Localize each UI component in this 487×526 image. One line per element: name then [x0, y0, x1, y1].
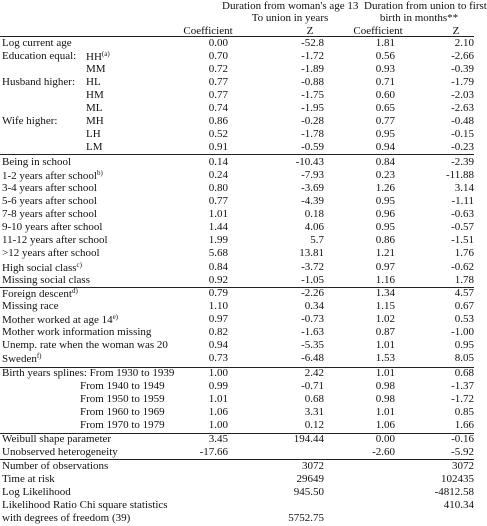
row-label [2, 170, 103, 182]
z-birth-cell: 1.66 [454, 419, 474, 431]
row-label [80, 420, 165, 431]
z-birth-cell: -4812.58 [434, 486, 474, 498]
z-birth-cell: -2.66 [451, 50, 474, 62]
row-sublabel-text: LM [86, 141, 103, 153]
row-sublabel-text: ML [86, 102, 103, 114]
coefficient-union-cell: 0.70 [208, 50, 228, 62]
row-sublabel [86, 51, 110, 63]
row-sublabel [86, 142, 103, 153]
row-label-text: 5-6 years after school [2, 195, 97, 207]
table-row [0, 474, 474, 487]
z-union-cell: 2.42 [304, 367, 324, 379]
coefficient-union-cell: 0.00 [208, 37, 228, 49]
row-sublabel [86, 64, 106, 75]
row-label-text: Unemp. rate when the woman was 20 [2, 339, 168, 351]
z-union-cell: -1.95 [301, 102, 324, 114]
table-row [0, 420, 474, 433]
coefficient-birth-cell: 0.95 [375, 128, 395, 140]
row-label-text: 9-10 years after school [2, 221, 103, 233]
row-label [2, 447, 118, 458]
row-label [2, 157, 71, 168]
row-label [2, 288, 78, 300]
coefficient-birth-cell: 0.00 [375, 433, 395, 445]
z-union-cell: 5.7 [310, 234, 324, 246]
coefficient-birth-cell: 0.71 [375, 76, 395, 88]
row-label [2, 314, 118, 326]
z-union-cell: 0.18 [304, 208, 324, 220]
coefficient-birth-cell: 0.95 [375, 195, 395, 207]
z-birth-cell: 0.68 [454, 367, 474, 379]
z-union-cell: -2.26 [301, 287, 324, 299]
z-union-cell: -1.75 [301, 89, 324, 101]
row-label-text: Sweden [2, 353, 37, 365]
z-birth-cell: -0.15 [451, 128, 474, 140]
coefficient-birth-cell: 1.01 [375, 406, 395, 418]
z-birth-cell: 0.53 [454, 313, 474, 325]
z-birth-cell: -1.11 [451, 195, 474, 207]
coefficient-birth-cell: 1.01 [375, 367, 395, 379]
row-label [2, 434, 111, 445]
coefficient-union-cell: 1.06 [208, 406, 228, 418]
col-coefficient-2: Coefficient [353, 25, 403, 37]
coefficient-union-cell: 0.73 [208, 352, 228, 364]
row-label [2, 262, 82, 274]
coefficient-union-cell: 1.01 [208, 393, 228, 405]
table-row [0, 116, 474, 129]
z-birth-cell: -1.37 [451, 380, 474, 392]
coefficient-birth-cell: 0.95 [375, 221, 395, 233]
row-sublabel-text: MM [86, 63, 106, 75]
coefficient-union-cell: 3.45 [208, 433, 228, 445]
row-label [2, 222, 103, 233]
row-label-text: Missing race [2, 300, 59, 312]
coefficient-birth-cell: 1.81 [375, 37, 395, 49]
z-birth-cell: -1.72 [451, 393, 474, 405]
coefficient-union-cell: 1.44 [208, 221, 228, 233]
row-label-text: Number of observations [2, 460, 109, 472]
row-sublabel-text: HH [86, 51, 102, 63]
z-union-cell: 0.68 [304, 393, 324, 405]
coefficient-birth-cell: 0.84 [375, 156, 395, 168]
coefficient-union-cell: 0.24 [208, 169, 228, 181]
row-label-text: Being in school [2, 156, 72, 168]
row-label-text: From 1950 to 1959 [80, 393, 165, 405]
row-sublabel [86, 116, 104, 127]
row-label [2, 340, 168, 351]
row-label [2, 116, 57, 127]
row-label-text: Wife higher: [2, 115, 58, 127]
z-union-cell: -4.39 [301, 195, 324, 207]
coefficient-birth-cell: 0.56 [375, 50, 395, 62]
row-label-text: 3-4 years after school [2, 182, 97, 194]
z-union-cell: -6.48 [301, 352, 324, 364]
z-union-cell: 13.81 [299, 247, 324, 259]
row-sublabel [86, 77, 101, 88]
table-row [0, 51, 474, 64]
table-row [0, 103, 474, 116]
z-union-cell: 3072 [302, 460, 324, 472]
table-row [0, 90, 474, 103]
group1-heading-line1: Duration from woman's age 13 [222, 0, 359, 12]
footnote-marker: d) [71, 287, 78, 295]
coefficient-birth-cell: -2.60 [372, 446, 395, 458]
coefficient-union-cell: 0.97 [208, 313, 228, 325]
row-label-text: High social class [2, 262, 77, 274]
row-label [2, 513, 130, 524]
row-label-text: Mother worked at age 14 [2, 314, 113, 326]
z-union-cell: -10.43 [295, 156, 324, 168]
coefficient-birth-cell: 1.53 [375, 352, 395, 364]
row-label [2, 327, 151, 338]
z-union-cell: 0.34 [304, 300, 324, 312]
z-birth-cell: -11.88 [445, 169, 474, 181]
footnote-marker: f) [36, 352, 42, 360]
z-union-cell: -3.69 [301, 182, 324, 194]
z-birth-cell: 0.85 [454, 406, 474, 418]
row-label [2, 51, 76, 62]
coefficient-birth-cell: 0.98 [375, 393, 395, 405]
table-row [0, 142, 474, 155]
z-union-cell: -0.88 [301, 76, 324, 88]
z-union-cell: -1.63 [301, 326, 324, 338]
coefficient-birth-cell: 1.06 [375, 419, 395, 431]
coefficient-union-cell: 1.99 [208, 234, 228, 246]
row-label [80, 407, 165, 418]
z-birth-cell: 0.95 [454, 339, 474, 351]
coefficient-union-cell: -17.66 [199, 446, 228, 458]
row-label [2, 500, 168, 511]
coefficient-birth-cell: 0.98 [375, 380, 395, 392]
coefficient-birth-cell: 0.94 [375, 141, 395, 153]
row-label-text: Birth years splines: From 1930 to 1939 [2, 367, 175, 379]
row-label [80, 381, 165, 392]
coefficient-birth-cell: 1.16 [375, 274, 395, 286]
z-birth-cell: -0.23 [451, 141, 474, 153]
z-birth-cell: 2.10 [454, 37, 474, 49]
z-birth-cell: -2.39 [451, 156, 474, 168]
row-label-text: Time at risk [2, 473, 55, 485]
coefficient-union-cell: 1.00 [208, 419, 228, 431]
coefficient-union-cell: 0.77 [208, 76, 228, 88]
row-label [2, 461, 108, 472]
coefficient-birth-cell: 1.34 [375, 287, 395, 299]
table-row [0, 447, 474, 460]
coefficient-union-cell: 5.68 [208, 247, 228, 259]
z-union-cell: -0.71 [301, 380, 324, 392]
z-union-cell: -5.35 [301, 339, 324, 351]
z-birth-cell: -0.39 [451, 63, 474, 75]
z-birth-cell: -0.48 [451, 115, 474, 127]
coefficient-union-cell: 0.77 [208, 89, 228, 101]
coefficient-union-cell: 0.14 [208, 156, 228, 168]
table-row [0, 353, 474, 366]
table-row [0, 381, 474, 394]
coefficient-union-cell: 0.82 [208, 326, 228, 338]
row-sublabel-text: HM [86, 89, 104, 101]
row-sublabel [86, 90, 104, 101]
footnote-marker: (a) [101, 50, 110, 58]
table-row [0, 340, 474, 353]
coefficient-union-cell: 1.01 [208, 208, 228, 220]
coefficient-union-cell: 0.91 [208, 141, 228, 153]
coefficient-union-cell: 0.86 [208, 115, 228, 127]
row-label [2, 209, 97, 220]
coefficient-birth-cell: 0.96 [375, 208, 395, 220]
z-union-cell: 5752.75 [288, 512, 324, 524]
z-union-cell: -1.78 [301, 128, 324, 140]
row-label [2, 235, 108, 246]
z-birth-cell: 410.34 [443, 499, 474, 511]
z-birth-cell: -1.00 [451, 326, 474, 338]
row-sublabel [86, 103, 103, 114]
row-label [2, 196, 97, 207]
row-label-text: Husband higher: [2, 76, 76, 88]
coefficient-birth-cell: 0.77 [375, 115, 395, 127]
coefficient-birth-cell: 1.15 [375, 300, 395, 312]
row-label-text: Mother work information missing [2, 326, 152, 338]
z-union-cell: 3.31 [304, 406, 324, 418]
row-label [2, 487, 71, 498]
footnote-marker: e) [112, 313, 119, 321]
col-z-1: Z [306, 25, 314, 37]
coefficient-union-cell: 0.99 [208, 380, 228, 392]
z-birth-cell: 1.76 [454, 247, 474, 259]
table-row [0, 77, 474, 90]
z-birth-cell: 8.05 [454, 352, 474, 364]
row-label [2, 248, 100, 259]
col-z-2: Z [452, 25, 460, 37]
z-birth-cell: 102435 [441, 473, 474, 485]
table-row [0, 288, 474, 301]
row-label-text: From 1940 to 1949 [80, 380, 165, 392]
coefficient-birth-cell: 1.02 [375, 313, 395, 325]
row-label [2, 38, 72, 49]
z-birth-cell: -0.63 [451, 208, 474, 220]
table-row [0, 248, 474, 261]
row-label-text: >12 years after school [2, 247, 100, 259]
table-row [0, 394, 474, 407]
table-row [0, 461, 474, 474]
coefficient-union-cell: 0.79 [208, 287, 228, 299]
coefficient-union-cell: 0.72 [208, 63, 228, 75]
coefficient-birth-cell: 0.60 [375, 89, 395, 101]
row-label-text: Likelihood Ratio Chi square statistics [2, 499, 168, 511]
coefficient-birth-cell: 0.87 [375, 326, 395, 338]
row-label [2, 275, 90, 286]
coefficient-union-cell: 0.74 [208, 102, 228, 114]
row-label-text: Unobserved heterogeneity [2, 446, 118, 458]
coefficient-union-cell: 0.77 [208, 195, 228, 207]
coefficient-birth-cell: 1.01 [375, 339, 395, 351]
table-row [0, 157, 474, 170]
table-row [0, 513, 474, 526]
z-union-cell: 0.12 [304, 419, 324, 431]
table-row [0, 129, 474, 142]
z-union-cell: -0.73 [301, 313, 324, 325]
row-label-text: Foreign descent [2, 288, 72, 300]
z-birth-cell: -0.62 [451, 261, 474, 273]
z-birth-cell: -2.03 [451, 89, 474, 101]
coefficient-union-cell: 0.92 [208, 274, 228, 286]
footnote-marker: b) [97, 169, 103, 177]
row-label [2, 183, 97, 194]
z-birth-cell: -0.57 [451, 221, 474, 233]
z-union-cell: -7.93 [301, 169, 324, 181]
group2-heading-line2: birth in months** [379, 12, 459, 24]
coefficient-birth-cell: 0.23 [375, 169, 395, 181]
row-label-text: Weibull shape parameter [2, 433, 112, 445]
row-label-text: Missing social class [2, 274, 90, 286]
row-label [2, 301, 59, 312]
coefficient-union-cell: 0.84 [208, 261, 228, 273]
coefficient-union-cell: 0.94 [208, 339, 228, 351]
z-union-cell: 4.06 [304, 221, 324, 233]
coefficient-birth-cell: 1.26 [375, 182, 395, 194]
z-union-cell: -0.28 [301, 115, 324, 127]
z-union-cell: -1.89 [301, 63, 324, 75]
z-union-cell: -0.59 [301, 141, 324, 153]
coefficient-union-cell: 1.10 [208, 300, 228, 312]
z-birth-cell: 4.57 [454, 287, 474, 299]
z-union-cell: -52.8 [301, 37, 324, 49]
row-sublabel-text: LH [86, 128, 101, 140]
z-birth-cell: -1.79 [451, 76, 474, 88]
row-label-text: with degrees of freedom (39) [2, 512, 131, 524]
coefficient-birth-cell: 0.97 [375, 261, 395, 273]
coefficient-union-cell: 0.80 [208, 182, 228, 194]
row-label-text: Log current age [2, 37, 72, 49]
row-label [2, 474, 55, 485]
z-birth-cell: -0.16 [451, 433, 474, 445]
row-label-text: From 1960 to 1969 [80, 406, 165, 418]
coefficient-birth-cell: 0.65 [375, 102, 395, 114]
footnote-marker: c) [76, 261, 82, 269]
z-birth-cell: -2.63 [451, 102, 474, 114]
z-union-cell: -1.05 [301, 274, 324, 286]
z-union-cell: 29649 [296, 473, 324, 485]
row-sublabel [86, 129, 101, 140]
table-row [0, 407, 474, 420]
coefficient-birth-cell: 0.93 [375, 63, 395, 75]
z-birth-cell: 0.67 [454, 300, 474, 312]
row-label-text: 1-2 years after school [2, 170, 97, 182]
coefficient-birth-cell: 0.86 [375, 234, 395, 246]
z-birth-cell: -5.92 [451, 446, 474, 458]
group2-heading-line1: Duration from union to first [364, 0, 487, 12]
table-row [0, 368, 474, 381]
row-label-text: From 1970 to 1979 [80, 419, 165, 431]
z-union-cell: 194.44 [293, 433, 324, 445]
z-union-cell: -3.72 [301, 261, 324, 273]
row-label-text: 11-12 years after school [2, 234, 108, 246]
z-birth-cell: 3072 [452, 460, 474, 472]
row-label-text: 7-8 years after school [2, 208, 97, 220]
row-sublabel-text: HL [86, 76, 101, 88]
coefficient-birth-cell: 1.21 [375, 247, 395, 259]
z-birth-cell: 3.14 [454, 182, 474, 194]
coefficient-union-cell: 0.52 [208, 128, 228, 140]
z-union-cell: -1.72 [301, 50, 324, 62]
row-label-text: Log Likelihood [2, 486, 71, 498]
z-union-cell: 945.50 [293, 486, 324, 498]
row-label [2, 353, 42, 365]
coefficient-union-cell: 1.00 [208, 367, 228, 379]
row-label [80, 394, 165, 405]
row-label [2, 77, 75, 88]
z-birth-cell: -1.51 [451, 234, 474, 246]
col-coefficient-1: Coefficient [183, 25, 233, 37]
row-sublabel-text: MH [86, 115, 104, 127]
table-row [0, 301, 474, 314]
z-birth-cell: 1.78 [454, 274, 474, 286]
row-label-text: Education equal: [2, 50, 77, 62]
row-label [2, 368, 174, 379]
group1-heading-line2: To union in years [251, 12, 329, 24]
